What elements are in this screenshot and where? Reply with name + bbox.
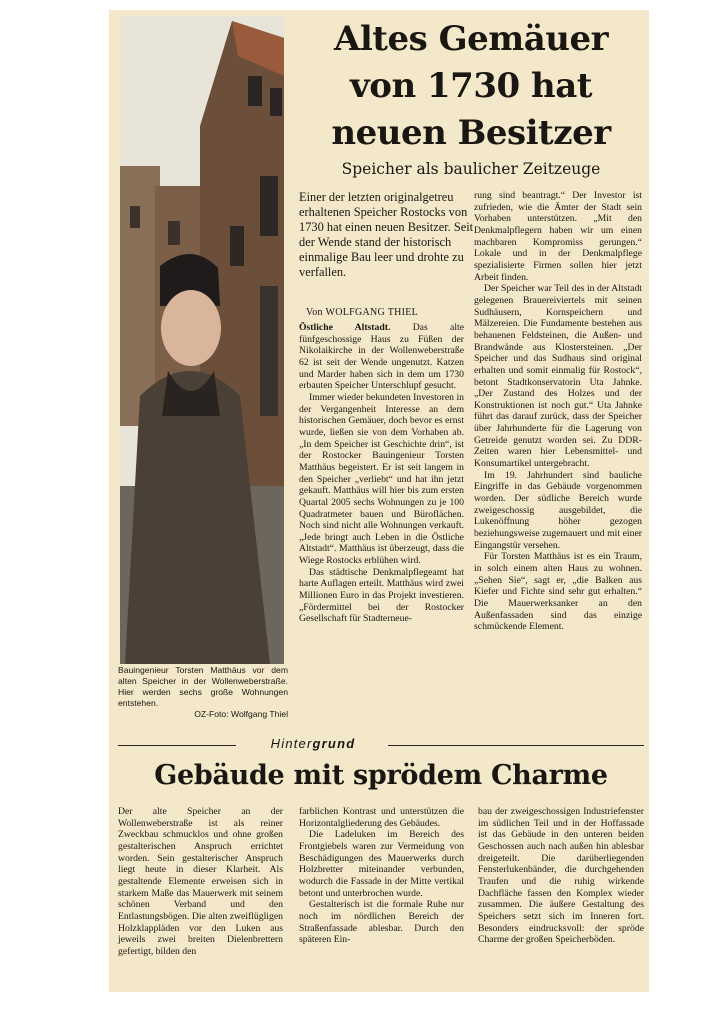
subheadline: Speicher als baulicher Zeitzeuge xyxy=(341,160,601,178)
section-divider-right xyxy=(388,745,644,746)
paragraph: farblichen Kontrast und unterstützen die Horizontalgliederung des Gebäudes. xyxy=(299,806,464,829)
background-column-3 xyxy=(478,806,644,946)
paragraph: bau der zweigeschossigen Industriefenster im südlichen Teil und in der Hoffassade ist das Gebäude in den unteren beiden Geschossen auch nach außen hin ablesbar dreigeteilt. Die darüberliegenden Fensterlukenbänder, die durchgehenden Traufen und die ruhig wirkende Dachfläche fassen den Komplex wieder zusammen. Die äußere Gestaltung des Speichers setzt sich im Inneren fort. Besonders eindrucksvoll: der spröde Charme der großen Speicherböden. xyxy=(478,806,644,946)
background-column-2 xyxy=(299,806,464,946)
headline-line-2: von 1730 hat xyxy=(350,66,592,106)
paragraph: Das alte fünfgeschossige Haus zu Füßen der Nikolaikirche in der Wollenweberstraße 62 ist seit der Wende ungenutzt. Katzen und Marder haben sich in dem um 1730 erbauten Speicher Unterschlupf gesucht. xyxy=(299,322,464,392)
photo-illustration xyxy=(120,16,284,664)
headline-line-1: Altes Gemäuer xyxy=(333,19,609,59)
section-divider-left xyxy=(118,745,236,746)
background-headline: Gebäude mit sprödem Charme xyxy=(154,760,608,791)
headline xyxy=(296,16,646,157)
headline-line-3: neuen Besitzer xyxy=(331,113,611,153)
kicker-light: Hinter xyxy=(270,736,313,751)
background-column-1 xyxy=(118,806,283,958)
paragraph: Für Torsten Matthäus ist es ein Traum, in solch einem alten Haus zu wohnen. „Sehen Sie“, sagt er, „die Balken aus Kiefer und Fichte sind sehr gut erhalten.“ Die Mauerwerksanker an den Außenfassaden sind das einzige schmückende Element. xyxy=(474,551,642,633)
byline: Von WOLFGANG THIEL xyxy=(306,307,419,318)
kicker-bold: grund xyxy=(312,736,356,751)
lead-paragraph: Einer der letzten originalgetreu erhaltenen Speicher Rostocks von 1730 hat einen neuen Besitzer. Seit der Wende stand der historisch einmalige Bau leer und drohte zu verfallen. xyxy=(299,190,474,279)
photo-credit: OZ-Foto: Wolfgang Thiel xyxy=(194,709,288,719)
article-photo xyxy=(120,16,284,664)
article-column-2 xyxy=(474,190,642,633)
paragraph: Im 19. Jahrhundert sind bauliche Eingriffe in das Gebäude vorgenommen worden. Der südliche Bereich wurde zweigeschossig ausgebildet, die Lukenöffnung höher gezogen beziehungsweise zugemauert und mit einer Eingangstür versehen. xyxy=(474,469,642,551)
photo-caption xyxy=(118,665,288,720)
paragraph: Der alte Speicher an der Wollenweberstraße ist als reiner Zweckbau schmucklos und ohne großen gestalterischen Anspruch errichtet worden. Sein gestalterischer Anspruch liegt heute in dieser Klarheit. Als gestaltende Elemente erweisen sich in starkem Maße das Mauerwerk mit seinem schönen Verband und den Entlastungsbögen. Die alten zweiflügligen Holzklappläden vor den Luken aus jeweils zwei breiten Dielenbrettern gefertigt, bilden den xyxy=(118,806,283,957)
article-column-1 xyxy=(299,322,464,625)
paragraph: Die Ladeluken im Bereich des Frontgiebels waren zur Vermeidung von Beschädigungen des Mauerwerks durch Holzbretter miteinander verbunden, wodurch die Fassade in der Mitte vertikal betont und unterbrochen wurde. xyxy=(299,829,464,899)
paragraph: rung sind beantragt.“ Der Investor ist zufrieden, wie die Ämter der Stadt sein Vorhaben unterstützen. „Mit den Denkmalpflegern haben wir um einen machbaren Kompromiss gerungen.“ Lokale und in der Denkmalpflege spezialisierte Firmen sollen hier jetzt Arbeit finden. xyxy=(474,190,642,283)
paragraph: Gestalterisch ist die formale Ruhe nur noch im nördlichen Bereich der Straßenfassade ablesbar. Durch den späteren Ein- xyxy=(299,899,464,946)
dateline: Östliche Altstadt. xyxy=(299,322,391,333)
paragraph: Der Speicher war Teil des in der Altstadt gelegenen Brauereiviertels mit seinen Sudhäusern, Kornspeichern und Mälzereien. Die Fundamente bestehen aus behauenen Feldsteinen, die Außen- und Brandwände aus Klostersteinen. „Der Speicher und das Sudhaus sind original erhalten und somit einmalig für Rostock“, betont Stadtkonservatorin Uta Jahnke. „Der Zustand des Holzes und der Konstruktionen ist noch gut.“ Uta Jahnke führt das darauf zurück, dass der Speicher über Jahrhunderte für die Lagerung von Getreide genutzt worden sei. Zu DDR-Zeiten waren hier Lebensmittel- und Konsumartikel untergebracht. xyxy=(474,283,642,470)
paragraph: Das städtische Denkmalpflegeamt hat harte Auflagen erteilt. Matthäus wird zwei Millionen Euro in das Projekt investieren. „Fördermittel bei der Rostocker Gesellschaft für Stadterneue- xyxy=(299,566,464,625)
paragraph: Immer wieder bekundeten Investoren in der Vergangenheit Interesse an dem historischen Gemäuer, doch bevor es ernst wurde, ließen sie von dem Vorhaben ab. „In dem Speicher ist Geschichte drin“, ist der Rostocker Bauingenieur Torsten Matthäus begeistert. Er ist seit langem in den Speicher „verliebt“ und hat ihn jetzt gekauft. Matthäus will hier bis zum ersten Quartal 2005 sechs Wohnungen zu je 100 Quadratmeter bauen und Büroflächen. Noch sind nicht alle Wohnungen verkauft. „Jede bringt auch Leben in die Östliche Altstadt“. Matthäus ist überzeugt, dass die Wiege Rostocks erblühen wird. xyxy=(299,391,464,567)
caption-text: Bauingenieur Torsten Matthäus vor dem alten Speicher in der Wollenweberstraße. Hier werden sechs große Wohnungen entstehen. xyxy=(118,665,288,708)
section-kicker xyxy=(240,736,386,751)
